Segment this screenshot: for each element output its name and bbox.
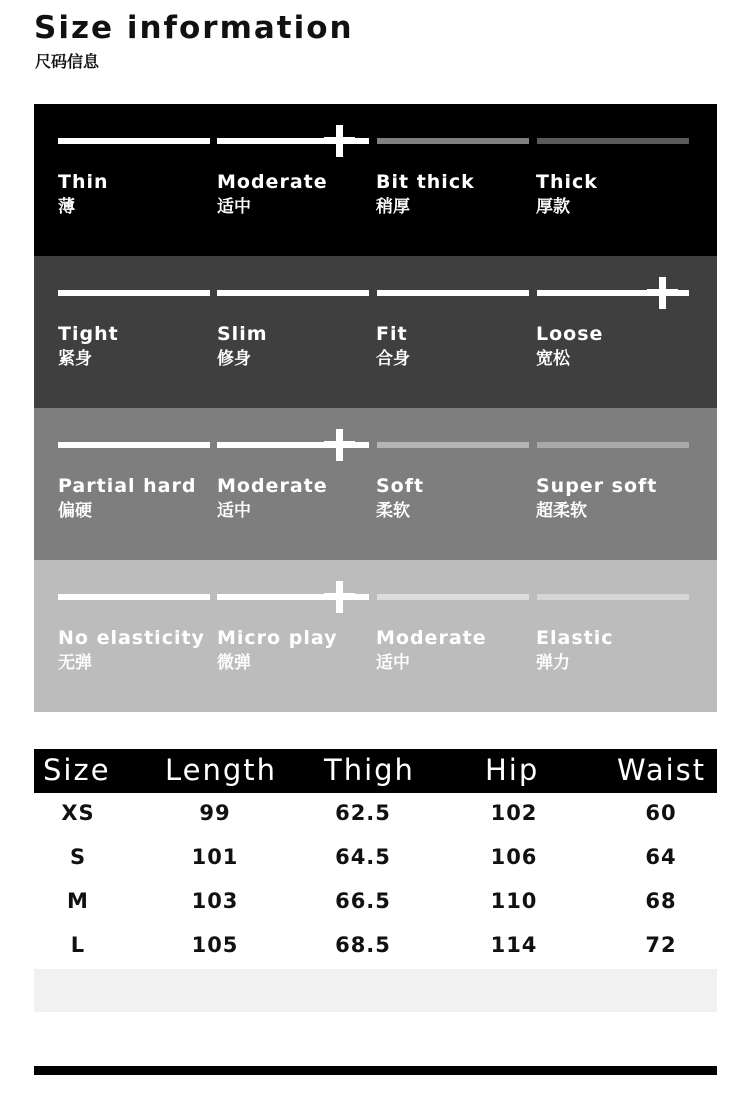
- scale-segment: [377, 594, 529, 600]
- table-cell: 102: [490, 801, 538, 825]
- table-cell: 68.5: [335, 933, 391, 957]
- table-empty-row: [34, 969, 717, 1012]
- option-label-en: Thin: [58, 171, 109, 193]
- scale-segment: [58, 442, 210, 448]
- table-cell: S: [69, 845, 87, 869]
- option-label-en: Fit: [376, 323, 408, 345]
- scale-option: [376, 474, 536, 522]
- option-label-en: Micro play: [217, 627, 338, 649]
- page-subtitle: 尺码信息: [35, 52, 100, 71]
- scale-marker: [336, 581, 343, 613]
- scale-marker: [336, 125, 343, 157]
- scale-segment: [58, 290, 210, 296]
- table-cell: 72: [645, 933, 677, 957]
- scale-option: [217, 626, 377, 674]
- option-label-zh: 柔软: [376, 501, 410, 521]
- column-header: Waist: [617, 753, 707, 787]
- table-cell: 101: [191, 845, 239, 869]
- table-cell: 64: [645, 845, 677, 869]
- scale-segment: [537, 138, 689, 144]
- scale-option: [536, 170, 696, 218]
- scale-option: [536, 322, 696, 370]
- option-label-en: Tight: [58, 323, 119, 345]
- bottom-divider: [34, 1066, 717, 1075]
- scale-option: [58, 322, 218, 370]
- scale-option: [536, 474, 696, 522]
- option-label-en: Moderate: [376, 627, 487, 649]
- scale-option: [217, 322, 377, 370]
- table-cell: 64.5: [335, 845, 391, 869]
- option-label-zh: 偏硬: [58, 501, 92, 521]
- table-row: [34, 793, 717, 837]
- table-cell: 110: [490, 889, 538, 913]
- table-cell: 105: [191, 933, 239, 957]
- table-cell: L: [70, 933, 86, 957]
- elasticity-scale: [34, 560, 717, 712]
- column-header: Size: [43, 753, 111, 787]
- option-label-zh: 合身: [376, 349, 410, 369]
- scale-option: [58, 474, 218, 522]
- scale-segment: [537, 594, 689, 600]
- scale-option: [217, 474, 377, 522]
- option-label-en: Thick: [536, 171, 598, 193]
- table-cell: 66.5: [335, 889, 391, 913]
- column-header: Length: [165, 753, 278, 787]
- option-label-zh: 紧身: [58, 349, 92, 369]
- option-label-zh: 薄: [58, 197, 75, 217]
- scale-segment: [377, 138, 529, 144]
- column-header: Hip: [485, 753, 540, 787]
- option-label-zh: 适中: [376, 653, 410, 673]
- table-row: [34, 881, 717, 925]
- table-cell: 106: [490, 845, 538, 869]
- page-title: Size information: [34, 10, 354, 46]
- table-row: [34, 925, 717, 969]
- table-cell: M: [67, 889, 89, 913]
- scale-segment: [377, 290, 529, 296]
- option-label-en: Loose: [536, 323, 604, 345]
- size-table: [34, 749, 717, 969]
- column-header: Thigh: [324, 753, 415, 787]
- option-label-zh: 微弹: [217, 653, 251, 673]
- option-label-en: Moderate: [217, 171, 328, 193]
- scale-segment: [58, 594, 210, 600]
- scale-option: [58, 170, 218, 218]
- softness-scale: [34, 408, 717, 560]
- table-cell: 62.5: [335, 801, 391, 825]
- thickness-scale: [34, 104, 717, 256]
- scale-segment: [377, 442, 529, 448]
- table-row: [34, 837, 717, 881]
- option-label-en: Soft: [376, 475, 425, 497]
- scale-marker: [659, 277, 666, 309]
- scale-option: [536, 626, 696, 674]
- option-label-en: Moderate: [217, 475, 328, 497]
- attribute-scales: [34, 104, 717, 712]
- option-label-en: Slim: [217, 323, 268, 345]
- scale-marker: [336, 429, 343, 461]
- scale-segment: [217, 290, 369, 296]
- option-label-en: No elasticity: [58, 627, 205, 649]
- option-label-zh: 超柔软: [536, 501, 587, 521]
- table-cell: 103: [191, 889, 239, 913]
- table-cell: 68: [645, 889, 677, 913]
- scale-option: [217, 170, 377, 218]
- option-label-zh: 厚款: [536, 197, 570, 217]
- scale-option: [376, 626, 536, 674]
- option-label-en: Elastic: [536, 627, 614, 649]
- option-label-zh: 适中: [217, 501, 251, 521]
- scale-option: [376, 322, 536, 370]
- scale-option: [58, 626, 218, 674]
- table-cell: 114: [490, 933, 538, 957]
- option-label-zh: 适中: [217, 197, 251, 217]
- scale-segment: [537, 442, 689, 448]
- table-cell: XS: [61, 801, 95, 825]
- option-label-en: Super soft: [536, 475, 658, 497]
- table-cell: 99: [199, 801, 231, 825]
- option-label-zh: 弹力: [536, 653, 570, 673]
- option-label-en: Bit thick: [376, 171, 475, 193]
- table-header: [34, 749, 717, 793]
- scale-option: [376, 170, 536, 218]
- option-label-zh: 无弹: [58, 653, 92, 673]
- option-label-zh: 宽松: [536, 349, 570, 369]
- table-cell: 60: [645, 801, 677, 825]
- option-label-zh: 稍厚: [376, 197, 410, 217]
- option-label-zh: 修身: [217, 349, 251, 369]
- fit-scale: [34, 256, 717, 408]
- option-label-en: Partial hard: [58, 475, 197, 497]
- scale-segment: [58, 138, 210, 144]
